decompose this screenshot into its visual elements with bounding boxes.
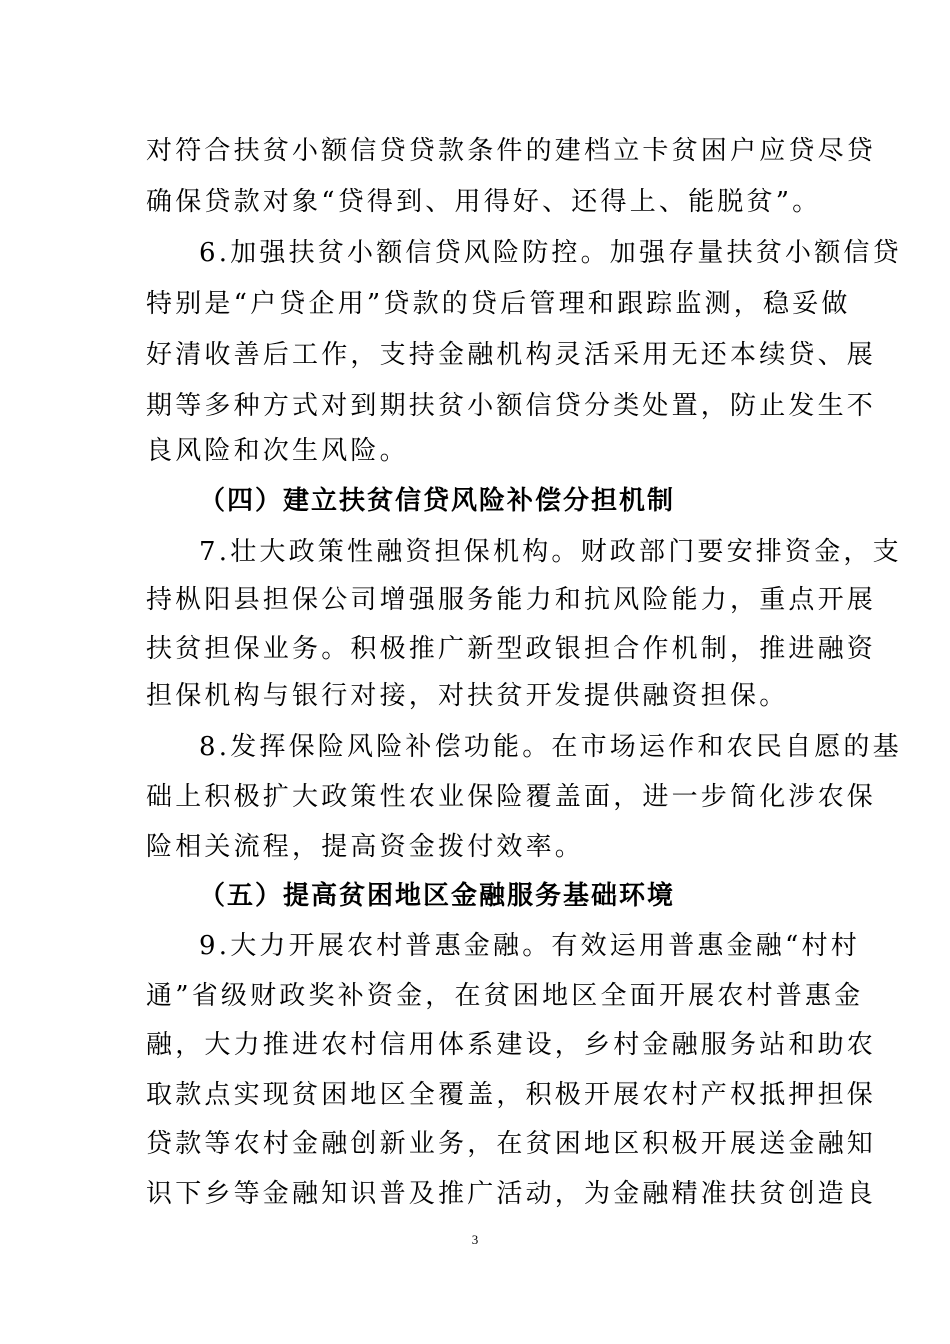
body-text-line: 础上积极扩大政策性农业保险覆盖面，进一步简化涉农保 xyxy=(146,782,877,812)
body-text-line: 担保机构与银行对接，对扶贫开发提供融资担保。 xyxy=(146,681,789,711)
section-heading-4: （四）建立扶贫信贷风险补偿分担机制 xyxy=(199,486,676,516)
body-text-line: 期等多种方式对到期扶贫小额信贷分类处置，防止发生不 xyxy=(146,391,877,421)
body-text-line: 融，大力推进农村信用体系建设，乡村金融服务站和助农 xyxy=(146,1030,877,1060)
page-number: 3 xyxy=(471,1232,479,1247)
body-text-line: 9.大力开展农村普惠金融。有效运用普惠金融“村村 xyxy=(199,931,860,961)
body-text-line: 7.壮大政策性融资担保机构。财政部门要安排资金，支 xyxy=(199,537,902,567)
body-text-line: 险相关流程，提高资金拨付效率。 xyxy=(146,832,585,862)
body-text-line: 取款点实现贫困地区全覆盖，积极开展农村产权抵押担保 xyxy=(146,1080,877,1110)
section-heading-5: （五）提高贫困地区金融服务基础环境 xyxy=(199,881,676,911)
body-text-line: 好清收善后工作，支持金融机构灵活采用无还本续贷、展 xyxy=(146,340,877,370)
body-text-line: 6.加强扶贫小额信贷风险防控。加强存量扶贫小额信贷 xyxy=(199,238,902,268)
body-text-line: 特别是“户贷企用”贷款的贷后管理和跟踪监测，稳妥做 xyxy=(146,289,851,319)
body-text-line: 通”省级财政奖补资金，在贫困地区全面开展农村普惠金 xyxy=(146,981,864,1011)
body-text-line: 扶贫担保业务。积极推广新型政银担合作机制，推进融资 xyxy=(146,634,877,664)
body-text-line: 对符合扶贫小额信贷贷款条件的建档立卡贫困户应贷尽贷 xyxy=(146,136,877,166)
body-text-line: 识下乡等金融知识普及推广活动，为金融精准扶贫创造良 xyxy=(146,1179,877,1209)
body-text-line: 8.发挥保险风险补偿功能。在市场运作和农民自愿的基 xyxy=(199,732,902,762)
body-text-line: 确保贷款对象“贷得到、用得好、还得上、能脱贫”。 xyxy=(146,187,822,217)
body-text-line: 贷款等农村金融创新业务，在贫困地区积极开展送金融知 xyxy=(146,1129,877,1159)
body-text-line: 持枞阳县担保公司增强服务能力和抗风险能力，重点开展 xyxy=(146,585,877,615)
body-text-line: 良风险和次生风险。 xyxy=(146,436,409,466)
